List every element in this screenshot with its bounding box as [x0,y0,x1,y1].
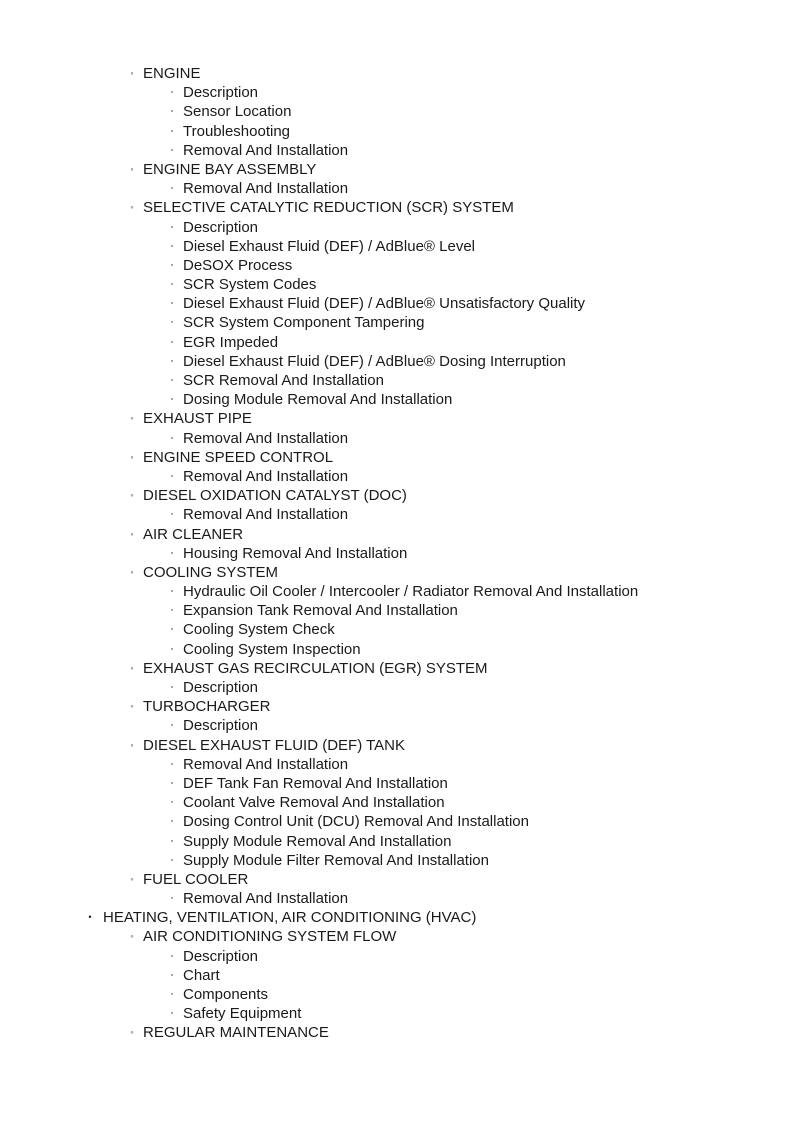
toc-entry[interactable] [0,1004,794,1023]
hollow-circle-bullet-icon: ◦ [130,68,134,78]
toc-entry[interactable] [0,851,794,870]
hollow-square-bullet-icon: ▫ [170,300,174,308]
hollow-circle-bullet-icon: ◦ [130,662,134,673]
hollow-square-bullet-icon: ▫ [170,991,174,998]
hollow-square-bullet-icon: ▫ [170,1010,174,1018]
hollow-square-bullet-icon: ▫ [170,127,174,135]
toc-entry-label: Description [183,218,259,236]
toc-chapter[interactable] [0,927,794,946]
toc-entry-label: AIR CONDITIONING SYSTEM FLOW [143,928,397,946]
toc-entry[interactable] [0,640,794,659]
toc-entry-label: EGR Impeded [183,333,279,351]
toc-entry-label: Dosing Control Unit (DCU) Removal And Installation [183,813,529,831]
toc-chapter[interactable] [0,448,794,467]
hollow-square-bullet-icon: ▫ [170,108,174,116]
toc-entry-label: ENGINE SPEED CONTROL [143,448,334,466]
hollow-square-bullet-icon: ▫ [170,722,174,730]
hollow-square-bullet-icon: ▫ [170,396,174,404]
hollow-square-bullet-icon: ▫ [170,146,174,154]
toc-entry-label: ENGINE [143,65,201,82]
toc-entry-label: Diesel Exhaust Fluid (DEF) / AdBlue® Level [183,237,476,255]
toc-entry[interactable] [0,390,794,409]
toc-entry[interactable] [0,755,794,774]
toc-entry-label: Cooling System Inspection [183,640,361,658]
toc-entry[interactable] [0,256,794,275]
toc-entry[interactable] [0,505,794,524]
hollow-square-bullet-icon: ▫ [170,511,174,519]
hollow-square-bullet-icon: ▫ [170,626,174,634]
hollow-square-bullet-icon: ▫ [170,281,174,289]
toc-entry[interactable] [0,313,794,332]
hollow-square-bullet-icon: ▫ [170,895,174,903]
toc-entry[interactable] [0,333,794,352]
hollow-square-bullet-icon: ▫ [170,472,174,480]
hollow-square-bullet-icon: ▫ [170,856,174,864]
toc-entry-label: AIR CLEANER [143,525,244,543]
hollow-circle-bullet-icon: ◦ [130,413,134,424]
hollow-square-bullet-icon: ▫ [170,799,174,807]
hollow-square-bullet-icon: ▫ [170,645,174,653]
toc-chapter[interactable] [0,64,794,83]
hollow-square-bullet-icon: ▫ [170,223,174,231]
hollow-square-bullet-icon: ▫ [170,242,174,250]
toc-entry-label: Removal And Installation [183,429,349,447]
toc-chapter[interactable] [0,870,794,889]
toc-entry-label: HEATING, VENTILATION, AIR CONDITIONING (HVAC) [103,909,477,927]
toc-entry[interactable] [0,237,794,256]
toc-entry[interactable] [0,985,794,1004]
toc-entry[interactable] [0,966,794,985]
toc-entry-label: Removal And Installation [183,467,349,485]
toc-entry-label: Description [183,84,259,102]
toc-entry-label: DIESEL EXHAUST FLUID (DEF) TANK [143,736,405,754]
toc-chapter[interactable] [0,198,794,217]
toc-entry-label: FUEL COOLER [143,870,249,888]
hollow-circle-bullet-icon: ◦ [130,1027,134,1038]
toc-entry[interactable] [0,352,794,371]
filled-bullet-icon: • [88,912,92,923]
toc-chapter[interactable] [0,1023,794,1042]
toc-entry[interactable] [0,774,794,793]
toc-section[interactable] [0,908,794,927]
toc-chapter[interactable] [0,563,794,582]
hollow-square-bullet-icon: ▫ [170,684,174,691]
toc-entry-label: Coolant Valve Removal And Installation [183,794,445,812]
toc-entry-label: Components [183,986,269,1003]
hollow-square-bullet-icon: ▫ [170,837,174,845]
hollow-square-bullet-icon: ▫ [170,89,174,97]
toc-entry-label: EXHAUST PIPE [143,410,252,428]
toc-entry[interactable] [0,102,794,121]
hollow-square-bullet-icon: ▫ [170,261,174,269]
hollow-circle-bullet-icon: ◦ [130,739,134,750]
toc-entry-label: COOLING SYSTEM [143,563,279,581]
toc-entry-label: SCR System Codes [183,276,317,294]
toc-entry-label: Description [183,947,259,965]
hollow-circle-bullet-icon: ◦ [130,451,134,462]
toc-entry-label: Supply Module Filter Removal And Installation [183,851,489,869]
toc-entry-label: SCR Removal And Installation [183,372,384,389]
hollow-square-bullet-icon: ▫ [170,549,174,557]
toc-chapter[interactable] [0,525,794,544]
hollow-circle-bullet-icon: ◦ [130,566,134,577]
hollow-square-bullet-icon: ▫ [170,971,174,979]
hollow-square-bullet-icon: ▫ [170,185,174,193]
toc-entry-label: ENGINE BAY ASSEMBLY [143,160,317,178]
table-of-contents [0,64,794,1043]
toc-entry-label: Housing Removal And Installation [183,544,408,562]
hollow-circle-bullet-icon: ◦ [130,202,134,213]
toc-entry-label: Diesel Exhaust Fluid (DEF) / AdBlue® Dosing Interruption [183,352,566,370]
toc-chapter[interactable] [0,659,794,678]
toc-entry[interactable] [0,179,794,198]
hollow-circle-bullet-icon: ◦ [130,490,134,501]
hollow-circle-bullet-icon: ◦ [130,163,134,174]
hollow-circle-bullet-icon: ◦ [130,701,134,712]
toc-entry[interactable] [0,947,794,966]
toc-entry[interactable] [0,678,794,697]
toc-entry[interactable] [0,429,794,448]
hollow-circle-bullet-icon: ◦ [130,528,134,539]
toc-entry-label: SCR System Component Tampering [183,314,425,332]
toc-entry[interactable] [0,716,794,735]
toc-entry[interactable] [0,122,794,141]
toc-entry[interactable] [0,620,794,639]
hollow-square-bullet-icon: ▫ [170,952,174,960]
toc-entry-label: Sensor Location [183,103,292,121]
toc-entry-label: DIESEL OXIDATION CATALYST (DOC) [143,487,407,505]
toc-entry-label: Troubleshooting [183,122,291,140]
toc-entry[interactable] [0,141,794,160]
toc-entry[interactable] [0,218,794,237]
toc-entry-label: DEF Tank Fan Removal And Installation [183,774,448,792]
toc-entry-label: Dosing Module Removal And Installation [183,391,453,409]
hollow-circle-bullet-icon: ◦ [130,931,134,942]
hollow-square-bullet-icon: ▫ [170,760,174,768]
toc-entry[interactable] [0,832,794,851]
toc-entry[interactable] [0,294,794,313]
toc-entry-label: Diesel Exhaust Fluid (DEF) / AdBlue® Unsatisfactory Quality [183,295,586,313]
toc-chapter[interactable] [0,697,794,716]
toc-entry[interactable] [0,793,794,812]
toc-entry[interactable] [0,889,794,908]
hollow-square-bullet-icon: ▫ [170,779,174,787]
hollow-square-bullet-icon: ▫ [170,434,174,442]
toc-entry[interactable] [0,83,794,102]
toc-entry[interactable] [0,275,794,294]
toc-entry[interactable] [0,371,794,390]
toc-entry[interactable] [0,812,794,831]
toc-entry-label: Description [183,717,259,735]
toc-chapter[interactable] [0,486,794,505]
toc-entry[interactable] [0,601,794,620]
toc-entry-label: Safety Equipment [183,1005,302,1023]
toc-entry[interactable] [0,582,794,601]
toc-entry[interactable] [0,467,794,486]
hollow-square-bullet-icon: ▫ [170,607,174,615]
hollow-square-bullet-icon: ▫ [170,338,174,346]
toc-entry-label: Removal And Installation [183,506,349,524]
hollow-square-bullet-icon: ▫ [170,818,174,826]
toc-entry-label: DeSOX Process [183,256,293,274]
toc-entry-label: REGULAR MAINTENANCE [143,1024,329,1042]
toc-entry-label: Removal And Installation [183,180,349,198]
hollow-circle-bullet-icon: ◦ [130,873,134,884]
toc-entry-label: Chart [183,966,220,984]
toc-entry-label: Cooling System Check [183,621,335,639]
toc-entry-label: TURBOCHARGER [143,698,271,716]
hollow-square-bullet-icon: ▫ [170,357,174,365]
toc-chapter[interactable] [0,160,794,179]
toc-entry-label: Supply Module Removal And Installation [183,832,452,850]
toc-chapter[interactable] [0,409,794,428]
toc-entry-label: Removal And Installation [183,755,349,773]
toc-entry-label: Removal And Installation [183,141,349,159]
hollow-square-bullet-icon: ▫ [170,377,174,384]
toc-entry-label: EXHAUST GAS RECIRCULATION (EGR) SYSTEM [143,659,488,677]
toc-entry-label: Removal And Installation [183,890,349,908]
toc-entry-label: Description [183,679,259,696]
toc-entry-label: Hydraulic Oil Cooler / Intercooler / Radiator Removal And Installation [183,583,639,601]
hollow-square-bullet-icon: ▫ [170,588,174,596]
hollow-square-bullet-icon: ▫ [170,319,174,327]
toc-chapter[interactable] [0,736,794,755]
toc-entry-label: SELECTIVE CATALYTIC REDUCTION (SCR) SYSTEM [143,199,514,217]
toc-entry[interactable] [0,544,794,563]
toc-entry-label: Expansion Tank Removal And Installation [183,602,458,620]
